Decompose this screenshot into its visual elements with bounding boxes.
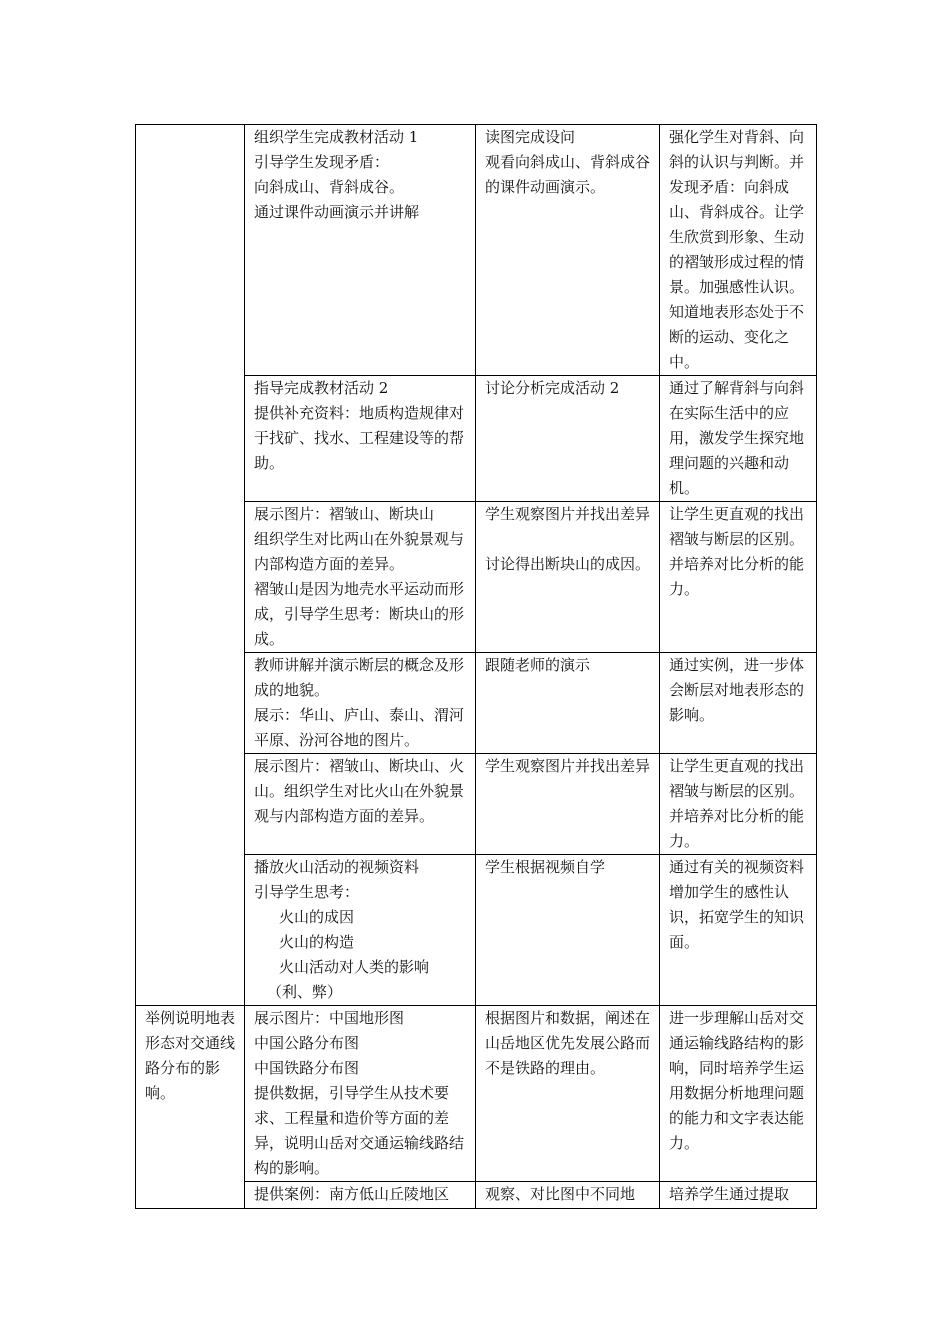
text-line: 展示：华山、庐山、泰山、渭河平原、汾河谷地的图片。	[254, 706, 465, 749]
teacher-activity-cell	[245, 653, 476, 754]
text-line: 展示图片：褶皱山、断块山	[254, 505, 435, 523]
text-line: 通过了解背斜与向斜在实际生活中的应用，激发学生探究地理问题的兴趣和动机。	[669, 379, 805, 497]
teacher-activity-cell	[245, 125, 476, 376]
text-line: 跟随老师的演示	[485, 656, 591, 674]
text-line: 学生观察图片并找出差异	[485, 505, 651, 523]
design-intent-cell	[660, 376, 817, 502]
text-line: 指导完成教材活动 2	[254, 379, 389, 397]
student-activity-cell	[476, 855, 660, 1006]
text-line: 读图完成设问	[485, 128, 576, 146]
student-activity-cell	[476, 502, 660, 653]
text-line: 学生观察图片并找出差异	[485, 757, 651, 775]
blank-line	[485, 527, 655, 552]
student-activity-cell	[476, 653, 660, 754]
teacher-activity-cell	[245, 855, 476, 1006]
text-line: 展示图片：褶皱山、断块山、火山。组织学生对比火山在外貌景观与内部构造方面的差异。	[254, 757, 465, 825]
text-line: 褶皱山是因为地壳水平运动而形成，引导学生思考：断块山的形成。	[254, 580, 465, 648]
text-line: 引导学生发现矛盾：	[254, 153, 390, 171]
text-line: 组织学生完成教材活动 1	[254, 128, 419, 146]
text-line: 让学生更直观的找出褶皱与断层的区别。并培养对比分析的能力。	[669, 505, 805, 598]
lesson-plan-table	[135, 124, 817, 1209]
teacher-activity-cell	[245, 502, 476, 653]
text-line: 通过有关的视频资料增加学生的感性认识，拓宽学生的知识面。	[669, 858, 805, 951]
text-line: 进一步理解山岳对交通运输线路结构的影响，同时培养学生运用数据分析地理问题的能力和文字表达能力。	[669, 1009, 805, 1152]
text-line: 向斜成山、背斜成谷。	[254, 178, 405, 196]
text-line: 提供案例：南方低山丘陵地区	[254, 1185, 450, 1203]
text-line: 根据图片和数据，阐述在山岳地区优先发展公路而不是铁路的理由。	[485, 1009, 651, 1077]
student-activity-cell	[476, 376, 660, 502]
design-intent-cell	[660, 754, 817, 855]
design-intent-cell	[660, 1006, 817, 1182]
text-line: 提供数据，引导学生从技术要求、工程量和造价等方面的差异，说明山岳对交通运输线路结构的影响。	[254, 1084, 465, 1177]
text-line: 组织学生对比两山在外貌景观与内部构造方面的差异。	[254, 530, 465, 573]
text-line: 火山活动对人类的影响	[279, 958, 430, 976]
table-row	[136, 1006, 817, 1182]
text-line: 播放火山活动的视频资料	[254, 858, 420, 876]
text-line: 教师讲解并演示断层的概念及形成的地貌。	[254, 656, 465, 699]
teacher-activity-cell	[245, 1182, 476, 1209]
text-line: （利、弊）	[267, 983, 343, 1001]
text-line: 引导学生思考：	[254, 883, 360, 901]
student-activity-cell	[476, 1006, 660, 1182]
student-activity-cell	[476, 1182, 660, 1209]
text-line: 观看向斜成山、背斜成谷的课件动画演示。	[485, 153, 651, 196]
text-line: 举例说明地表形态对交通线路分布的影响。	[145, 1009, 236, 1102]
design-intent-cell	[660, 855, 817, 1006]
text-line: 火山的构造	[279, 933, 355, 951]
text-line: 讨论分析完成活动 2	[485, 379, 620, 397]
design-intent-cell	[660, 653, 817, 754]
text-line: 火山的成因	[279, 908, 355, 926]
table-row	[136, 125, 817, 376]
text-line: 观察、对比图中不同地	[485, 1185, 636, 1203]
text-line: 中国铁路分布图	[254, 1059, 360, 1077]
design-intent-cell	[660, 1182, 817, 1209]
teacher-activity-cell	[245, 754, 476, 855]
text-line: 讨论得出断块山的成因。	[485, 555, 651, 573]
teacher-activity-cell	[245, 1006, 476, 1182]
student-activity-cell	[476, 125, 660, 376]
design-intent-cell	[660, 502, 817, 653]
goal-cell	[136, 1006, 245, 1209]
text-line: 培养学生通过提取	[669, 1185, 790, 1203]
student-activity-cell	[476, 754, 660, 855]
text-line: 学生根据视频自学	[485, 858, 606, 876]
teacher-activity-cell	[245, 376, 476, 502]
text-line: 中国公路分布图	[254, 1034, 360, 1052]
text-line: 通过课件动画演示并讲解	[254, 203, 420, 221]
text-line: 通过实例，进一步体会断层对地表形态的影响。	[669, 656, 805, 724]
text-line: 强化学生对背斜、向斜的认识与判断。并发现矛盾：向斜成山、背斜成谷。让学生欣赏到形象、生动的褶皱形成过程的情景。加强感性认识。知道地表形态处于不断的运动、变化之中。	[669, 128, 805, 371]
text-line: 提供补充资料：地质构造规律对于找矿、找水、工程建设等的帮助。	[254, 404, 465, 472]
text-line: 让学生更直观的找出褶皱与断层的区别。并培养对比分析的能力。	[669, 757, 805, 850]
text-line: 展示图片：中国地形图	[254, 1009, 405, 1027]
goal-cell-empty	[136, 125, 245, 1006]
design-intent-cell	[660, 125, 817, 376]
